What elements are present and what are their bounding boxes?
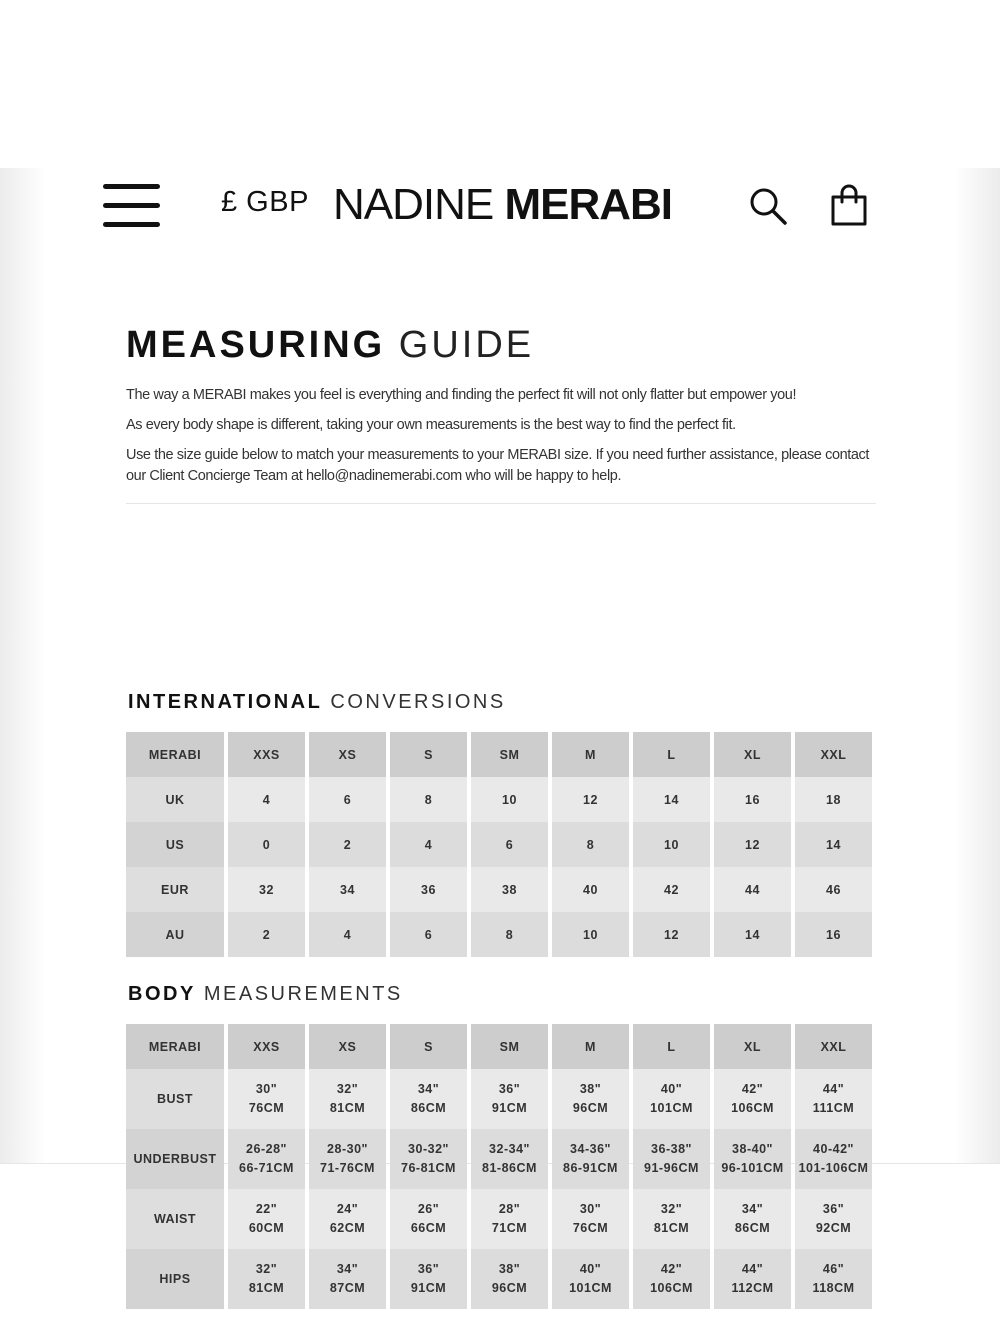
- inch-value: 30-32": [408, 1142, 449, 1156]
- screen-edge-right: [954, 168, 1000, 1163]
- table-cell: [795, 1189, 872, 1249]
- cm-value: 81CM: [248, 1281, 285, 1295]
- table-header-cell: XS: [309, 732, 386, 777]
- cm-value: 66CM: [410, 1221, 447, 1235]
- table-cell: [552, 1069, 629, 1129]
- table-header-cell: S: [390, 1024, 467, 1069]
- table-header-row: [126, 1024, 872, 1069]
- inch-value: 28-30": [327, 1142, 368, 1156]
- logo-first-name: NADINE: [333, 180, 494, 229]
- table-cell: 10: [471, 777, 548, 822]
- cm-value: 91CM: [491, 1101, 528, 1115]
- inch-value: 32": [255, 1262, 278, 1276]
- table-header-cell: XS: [309, 1024, 386, 1069]
- section-title-measurements: [128, 980, 403, 1008]
- logo-last-name: MERABI: [504, 180, 673, 229]
- inch-value: 34": [336, 1262, 359, 1276]
- inch-value: 38": [579, 1082, 602, 1096]
- menu-bar: [103, 203, 160, 208]
- cm-value: 86CM: [410, 1101, 447, 1115]
- table-header-cell: S: [390, 732, 467, 777]
- table-cell: [795, 1129, 872, 1189]
- divider: [126, 503, 876, 504]
- table-cell: [309, 1129, 386, 1189]
- cm-value: 92CM: [815, 1221, 852, 1235]
- inch-value: 42": [741, 1082, 764, 1096]
- table-cell: [228, 1069, 305, 1129]
- inch-value: 24": [336, 1202, 359, 1216]
- intro-paragraph: Use the size guide below to match your measurements to your MERABI size. If you need further assistance, please contact our Client Concierge Team at hello@nadinemerabi.com who will be happy to help.: [126, 447, 870, 484]
- table-header-cell: XL: [714, 1024, 791, 1069]
- table-header-cell: SM: [471, 732, 548, 777]
- inch-value: 26-28": [246, 1142, 287, 1156]
- page-title-bold: MEASURING: [126, 324, 386, 366]
- table-cell: 2: [228, 912, 305, 957]
- table-header-cell: MERABI: [126, 732, 224, 777]
- table-cell: 6: [390, 912, 467, 957]
- cm-value: 60CM: [248, 1221, 285, 1235]
- table-header-cell: XXL: [795, 732, 872, 777]
- table-cell: 12: [714, 822, 791, 867]
- inch-value: 32": [336, 1082, 359, 1096]
- inch-value: 36": [417, 1262, 440, 1276]
- inch-value: 28": [498, 1202, 521, 1216]
- table-header-cell: M: [552, 732, 629, 777]
- cm-value: 71CM: [491, 1221, 528, 1235]
- table-cell: 16: [714, 777, 791, 822]
- inch-value: 30": [255, 1082, 278, 1096]
- table-row: [126, 822, 872, 867]
- table-cell: [795, 1249, 872, 1309]
- cm-value: 91-96CM: [644, 1161, 699, 1175]
- table-cell: 4: [228, 777, 305, 822]
- table-cell: [795, 1069, 872, 1129]
- table-cell: [228, 1249, 305, 1309]
- search-icon[interactable]: [748, 186, 788, 226]
- table-cell: 10: [552, 912, 629, 957]
- brand-logo[interactable]: [333, 180, 672, 230]
- table-header-row: [126, 732, 872, 777]
- screen-edge-left: [0, 168, 46, 1163]
- table-cell: 8: [390, 777, 467, 822]
- cm-value: 112CM: [731, 1281, 774, 1295]
- inch-value: 46": [822, 1262, 845, 1276]
- table-cell: 34: [309, 867, 386, 912]
- inch-value: 34": [741, 1202, 764, 1216]
- cm-value: 106CM: [731, 1101, 774, 1115]
- cm-value: 81CM: [653, 1221, 690, 1235]
- table-cell: 18: [795, 777, 872, 822]
- inch-value: 30": [579, 1202, 602, 1216]
- table-cell: [309, 1069, 386, 1129]
- cm-value: 86CM: [734, 1221, 771, 1235]
- table-cell: 8: [552, 822, 629, 867]
- table-cell: [633, 1249, 710, 1309]
- cm-value: 81CM: [329, 1101, 366, 1115]
- table-cell: 38: [471, 867, 548, 912]
- table-cell: 16: [795, 912, 872, 957]
- table-header-cell: SM: [471, 1024, 548, 1069]
- inch-value: 32-34": [489, 1142, 530, 1156]
- cm-value: 87CM: [329, 1281, 366, 1295]
- table-cell: 14: [633, 777, 710, 822]
- table-header-cell: M: [552, 1024, 629, 1069]
- row-label: HIPS: [126, 1249, 224, 1309]
- shopping-bag-icon[interactable]: [830, 184, 868, 226]
- table-cell: 8: [471, 912, 548, 957]
- cm-value: 76-81CM: [401, 1161, 456, 1175]
- intro-paragraph: As every body shape is different, taking your own measurements is the best way to find the perfect fit.: [126, 417, 736, 433]
- table-cell: [471, 1069, 548, 1129]
- inch-value: 44": [741, 1262, 764, 1276]
- inch-value: 34-36": [570, 1142, 611, 1156]
- inch-value: 36": [822, 1202, 845, 1216]
- cm-value: 91CM: [410, 1281, 447, 1295]
- table-cell: 6: [309, 777, 386, 822]
- row-label: UNDERBUST: [126, 1129, 224, 1189]
- table-row: [126, 1249, 872, 1309]
- cm-value: 86-91CM: [563, 1161, 618, 1175]
- table-cell: 2: [309, 822, 386, 867]
- table-cell: 46: [795, 867, 872, 912]
- intro-paragraph: The way a MERABI makes you feel is everything and finding the perfect fit will not only flatter but empower you!: [126, 387, 797, 403]
- inch-value: 38": [498, 1262, 521, 1276]
- table-cell: [309, 1249, 386, 1309]
- cm-value: 101CM: [650, 1101, 693, 1115]
- inch-value: 40": [579, 1262, 602, 1276]
- row-label: BUST: [126, 1069, 224, 1129]
- table-cell: 40: [552, 867, 629, 912]
- inch-value: 44": [822, 1082, 845, 1096]
- inch-value: 22": [255, 1202, 278, 1216]
- table-header-cell: MERABI: [126, 1024, 224, 1069]
- cm-value: 106CM: [650, 1281, 693, 1295]
- table-header-cell: XXS: [228, 1024, 305, 1069]
- section-title-bold: INTERNATIONAL: [128, 691, 323, 713]
- table-cell: 14: [795, 822, 872, 867]
- table-cell: [390, 1129, 467, 1189]
- cm-value: 101CM: [569, 1281, 612, 1295]
- section-title-light: MEASUREMENTS: [203, 983, 403, 1005]
- table-cell: 12: [633, 912, 710, 957]
- cm-value: 111CM: [812, 1101, 855, 1115]
- table-cell: 44: [714, 867, 791, 912]
- cm-value: 76CM: [572, 1221, 609, 1235]
- table-cell: 0: [228, 822, 305, 867]
- cm-value: 81-86CM: [482, 1161, 537, 1175]
- inch-value: 36": [498, 1082, 521, 1096]
- cm-value: 71-76CM: [320, 1161, 375, 1175]
- table-cell: 4: [309, 912, 386, 957]
- section-title-bold: BODY: [128, 983, 196, 1005]
- app-screen: [0, 168, 1000, 1295]
- cm-value: 101-106CM: [798, 1161, 869, 1175]
- table-cell: [552, 1249, 629, 1309]
- table-cell: 32: [228, 867, 305, 912]
- cm-value: 76CM: [248, 1101, 285, 1115]
- cm-value: 66-71CM: [239, 1161, 294, 1175]
- page-title-light: GUIDE: [398, 324, 535, 366]
- cm-value: 96CM: [572, 1101, 609, 1115]
- table-cell: [633, 1129, 710, 1189]
- table-cell: [633, 1189, 710, 1249]
- table-cell: [390, 1069, 467, 1129]
- table-row: [126, 1129, 872, 1189]
- inch-value: 40": [660, 1082, 683, 1096]
- row-label: UK: [126, 777, 224, 822]
- table-cell: 4: [390, 822, 467, 867]
- table-cell: [552, 1129, 629, 1189]
- table-cell: [390, 1189, 467, 1249]
- table-header-cell: L: [633, 732, 710, 777]
- table-row: [126, 1189, 872, 1249]
- table-row: [126, 912, 872, 957]
- row-label: AU: [126, 912, 224, 957]
- conversions-table: [122, 732, 876, 957]
- section-title-light: CONVERSIONS: [330, 691, 506, 713]
- inch-value: 38-40": [732, 1142, 773, 1156]
- table-cell: [228, 1189, 305, 1249]
- table-cell: [714, 1069, 791, 1129]
- cm-value: 96CM: [491, 1281, 528, 1295]
- main-content: [126, 323, 876, 1295]
- table-cell: 6: [471, 822, 548, 867]
- table-row: [126, 867, 872, 912]
- cm-value: 118CM: [812, 1281, 855, 1295]
- table-cell: [633, 1069, 710, 1129]
- table-cell: [471, 1189, 548, 1249]
- inch-value: 32": [660, 1202, 683, 1216]
- table-header-cell: XL: [714, 732, 791, 777]
- table-cell: 36: [390, 867, 467, 912]
- table-cell: 42: [633, 867, 710, 912]
- body-measurements-table: [122, 1024, 876, 1309]
- table-cell: [714, 1189, 791, 1249]
- table-cell: [552, 1189, 629, 1249]
- table-header-cell: XXS: [228, 732, 305, 777]
- menu-bar: [103, 184, 160, 189]
- table-cell: 12: [552, 777, 629, 822]
- row-label: WAIST: [126, 1189, 224, 1249]
- row-label: EUR: [126, 867, 224, 912]
- cm-value: 62CM: [329, 1221, 366, 1235]
- page-title: [126, 323, 876, 367]
- table-cell: [390, 1249, 467, 1309]
- table-cell: [714, 1249, 791, 1309]
- site-header: [0, 168, 1000, 248]
- intro-text: [126, 385, 876, 487]
- inch-value: 26": [417, 1202, 440, 1216]
- inch-value: 42": [660, 1262, 683, 1276]
- menu-bar: [103, 222, 160, 227]
- table-row: [126, 777, 872, 822]
- table-row: [126, 1069, 872, 1129]
- row-label: US: [126, 822, 224, 867]
- inch-value: 36-38": [651, 1142, 692, 1156]
- table-cell: 10: [633, 822, 710, 867]
- table-header-cell: XXL: [795, 1024, 872, 1069]
- table-cell: [471, 1129, 548, 1189]
- table-cell: [471, 1249, 548, 1309]
- section-title-conversions: [128, 688, 506, 716]
- inch-value: 40-42": [813, 1142, 854, 1156]
- menu-icon[interactable]: [103, 184, 160, 230]
- table-cell: [309, 1189, 386, 1249]
- currency-selector[interactable]: £ GBP: [221, 186, 309, 218]
- cm-value: 96-101CM: [721, 1161, 784, 1175]
- table-cell: [714, 1129, 791, 1189]
- table-header-cell: L: [633, 1024, 710, 1069]
- inch-value: 34": [417, 1082, 440, 1096]
- table-cell: [228, 1129, 305, 1189]
- table-cell: 14: [714, 912, 791, 957]
